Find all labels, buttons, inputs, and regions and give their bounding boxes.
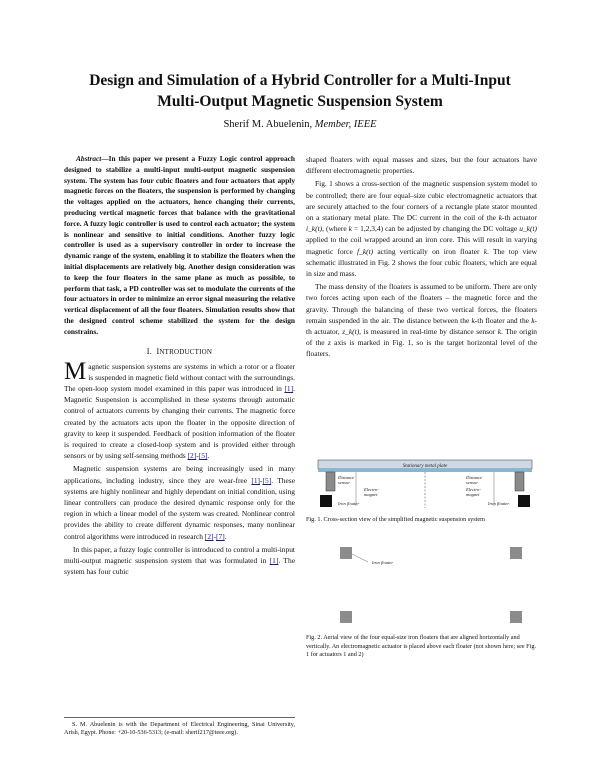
text-run: . bbox=[207, 451, 210, 461]
left-label-5: Iron floater bbox=[338, 501, 360, 506]
math-var: k bbox=[498, 213, 503, 223]
right-paragraph-3 bbox=[306, 281, 537, 359]
author-role: Member, IEEE bbox=[314, 119, 377, 130]
electromagnet-left bbox=[326, 472, 335, 491]
floater-label: Iron floater bbox=[372, 560, 394, 565]
citation-link[interactable]: [7] bbox=[216, 531, 225, 541]
section-title-first: I bbox=[156, 346, 160, 356]
floater-top-right bbox=[510, 547, 522, 559]
text-run: . The top view schematic illustrated in Fig. 2 shows the four cubic floaters, which are equal in size and mass. bbox=[306, 246, 537, 279]
math-var: k bbox=[497, 327, 501, 337]
author-line bbox=[40, 119, 560, 130]
figure-2 bbox=[338, 544, 524, 626]
citation-link[interactable]: [5] bbox=[198, 451, 208, 461]
citation-link[interactable]: [1] bbox=[284, 383, 294, 393]
abstract-lead: Abstract bbox=[76, 154, 102, 163]
text-run: In this paper, a fuzzy logic controller is introduced to control a multi-input multi-output magnetic suspension system that was formulated in bbox=[64, 544, 295, 565]
plate-label: Stationary metal plate bbox=[402, 464, 448, 469]
footnote: S. M. Abuelenin is with the Department of Electrical Engineering, Sinai University, Arish, Egypt. Phone: +20-10-536-5313; (e-mail: sherif217@ieee.org). bbox=[64, 717, 295, 738]
title-line-1: Design and Simulation of a Hybrid Controller for a Multi-Input bbox=[89, 72, 511, 89]
text-run: = 1,2,3,4) can be adjusted by changing the DC voltage bbox=[351, 224, 520, 234]
right-label-5: Iron floater bbox=[488, 501, 510, 506]
floater-top-left bbox=[340, 547, 352, 559]
left-column bbox=[64, 154, 295, 579]
author-name: Sherif M. Abuelenin, bbox=[223, 119, 313, 130]
right-label-1: Distance bbox=[466, 475, 483, 480]
right-label-3: Electro- bbox=[466, 487, 481, 492]
right-paragraph-2 bbox=[306, 178, 537, 279]
right-column bbox=[306, 154, 537, 362]
text-run: , (where bbox=[322, 224, 349, 234]
text-run: -th actuator bbox=[502, 213, 537, 223]
math-expression: z_k(t) bbox=[342, 327, 360, 337]
left-label-3: Electro- bbox=[364, 487, 379, 492]
floater-left bbox=[320, 495, 332, 507]
math-var: z bbox=[327, 338, 331, 348]
right-label-4: magnet bbox=[466, 492, 480, 497]
text-run: . The system has four cubic bbox=[64, 556, 295, 577]
math-var: k bbox=[483, 246, 487, 256]
text-run: , is measured in real-time by distance sensor bbox=[359, 327, 498, 337]
abstract-text: —In this paper we present a Fuzzy Logic control approach designed to stabilize a multi-input multi-output magnetic suspension system. The system has four cubic floaters and four actuators that apply magnetic forces on the floaters, the suspension is performed by changing the voltages applied on the actuators, hence changing their currents, producing vertical magnetic forces that balance with the gravitational force. A fuzzy logic controller is used to control each actuator; the system is nonlinear and sensitive to initial conditions. Another fuzzy logic controller is used as a supervisory controller in order to increase the dynamic range of the system, enabling it to stabilize the floaters when the initial displacements are relatively big. Another design consideration was to keep the four floaters in the same plane as much as possible, to perform that task, a PD controller was set to modulate the currents of the four actuators in order to minimize an error signal measuring the relative vertical displacement of all the four floaters. Simulation results show that the designed control scheme stabilized the system for the design constrains. bbox=[64, 154, 295, 336]
paper-title bbox=[40, 70, 560, 112]
title-line-2: Multi-Output Magnetic Suspension System bbox=[157, 93, 443, 110]
figure-2-diagram bbox=[338, 544, 524, 626]
figure-1 bbox=[316, 458, 534, 510]
right-label-2: sensor bbox=[466, 480, 478, 485]
figure-1-diagram bbox=[316, 458, 534, 510]
text-run: -th floater and the bbox=[474, 315, 532, 325]
text-run: -th actuator, bbox=[306, 315, 537, 337]
left-label-1: Distance bbox=[338, 475, 355, 480]
math-var: k bbox=[531, 315, 535, 325]
text-run: axis is marked in Fig. 1, so is the target horizontal level of the floaters. bbox=[306, 338, 537, 359]
section-numeral: I. bbox=[146, 346, 152, 356]
figure-1-caption: Fig. 1. Cross-section view of the simplified magnetic suspension system bbox=[306, 516, 485, 523]
figure-2-caption: Fig. 2. Aerial view of the four equal-size iron floaters that are aligned horizontally and vertically. An electromagnetic actuator is placed above each floater (not shown here; see Fig. 1 for actuators 1 and 2) bbox=[306, 634, 536, 659]
text-run: Magnetic suspension systems are being increasingly used in many applications, including industry, since they are wear-free bbox=[64, 464, 295, 485]
citation-link[interactable]: [1] bbox=[269, 556, 279, 565]
left-label-2: sensor bbox=[338, 480, 350, 485]
right-paragraph-1: shaped floaters with equal masses and sizes, but the four actuators have different electromagnetic properties. bbox=[306, 155, 537, 176]
text-run: . bbox=[224, 531, 227, 541]
math-var: k bbox=[348, 224, 352, 234]
math-expression: i_k(t) bbox=[306, 224, 323, 234]
citation-link[interactable]: [2] bbox=[204, 531, 214, 541]
text-run: acting vertically on iron floater bbox=[373, 246, 484, 256]
electromagnet-right bbox=[515, 472, 524, 491]
intro-paragraph-2 bbox=[64, 463, 295, 541]
citation-link[interactable]: [1] bbox=[251, 475, 261, 485]
section-heading bbox=[64, 347, 295, 356]
text-run: Fig. 1 shows a cross-section of the magnetic suspension system model to be controlled; there are four equal–size cubic electromagnetic actuators that are securely attached to the four corners of a rectangle plate stator mounted on a stationary metal plate. The DC current in the coil of the bbox=[306, 179, 537, 223]
text-run: - bbox=[196, 451, 199, 461]
floater-right bbox=[518, 495, 530, 507]
floater-bottom-left bbox=[340, 611, 352, 623]
left-label-4: magnet bbox=[364, 492, 378, 497]
intro-paragraph-1 bbox=[64, 357, 295, 462]
math-expression: f_k(t) bbox=[357, 246, 374, 256]
text-run: . These systems are highly nonlinear and highly dependant on initial condition, using linear controllers can produce the desired dynamic response only for the region in which a linear model of the system was created. Nonlinear control provides the ability to create different dynamic responses, many nonlinear control algorithms were introduced in research bbox=[64, 475, 295, 541]
text-run: The mass density of the floaters is assumed to be uniform. There are only two forces acting upon each of the floaters – the magnetic force and the gravity. Through the balancing of these two vertical forces, the floaters remain suspended in the air. The distance between the bbox=[306, 282, 537, 325]
text-run: - bbox=[213, 531, 217, 541]
label-arrow bbox=[352, 554, 368, 562]
text-run: - bbox=[260, 475, 263, 485]
math-expression: u_k(t) bbox=[519, 224, 537, 234]
citation-link[interactable]: [2] bbox=[187, 451, 197, 461]
text-run: . The origin of the bbox=[306, 327, 537, 348]
text-run: . Magnetic Suspension is accomplished in these systems through automatic control of actuators currents by changing their currents. The magnetic force created by the actuators acts upon the floater in the opposite direction of gravity to keep it suspended. Feedback of position information of the floater is required to create a closed-loop system and is provided either through sensors or by using self-sensing methods bbox=[64, 383, 295, 461]
intro-paragraph-3 bbox=[64, 544, 295, 578]
floater-bottom-right bbox=[510, 611, 522, 623]
drop-cap: M bbox=[64, 357, 87, 385]
abstract bbox=[64, 154, 295, 338]
text-run: applied to the coil wrapped around an iron core. This will result in varying magnetic force bbox=[306, 235, 537, 256]
citation-link[interactable]: [5] bbox=[262, 475, 272, 485]
math-var: k bbox=[471, 315, 475, 325]
stator-plate bbox=[318, 469, 532, 472]
section-title-rest: NTRODUCTION bbox=[159, 347, 213, 356]
text-run: agnetic suspension systems are systems in which a rotor or a floater is suspended in magnetic field without contact with the surroundings. The open-loop system model examined in this paper was introduced in bbox=[64, 361, 295, 393]
